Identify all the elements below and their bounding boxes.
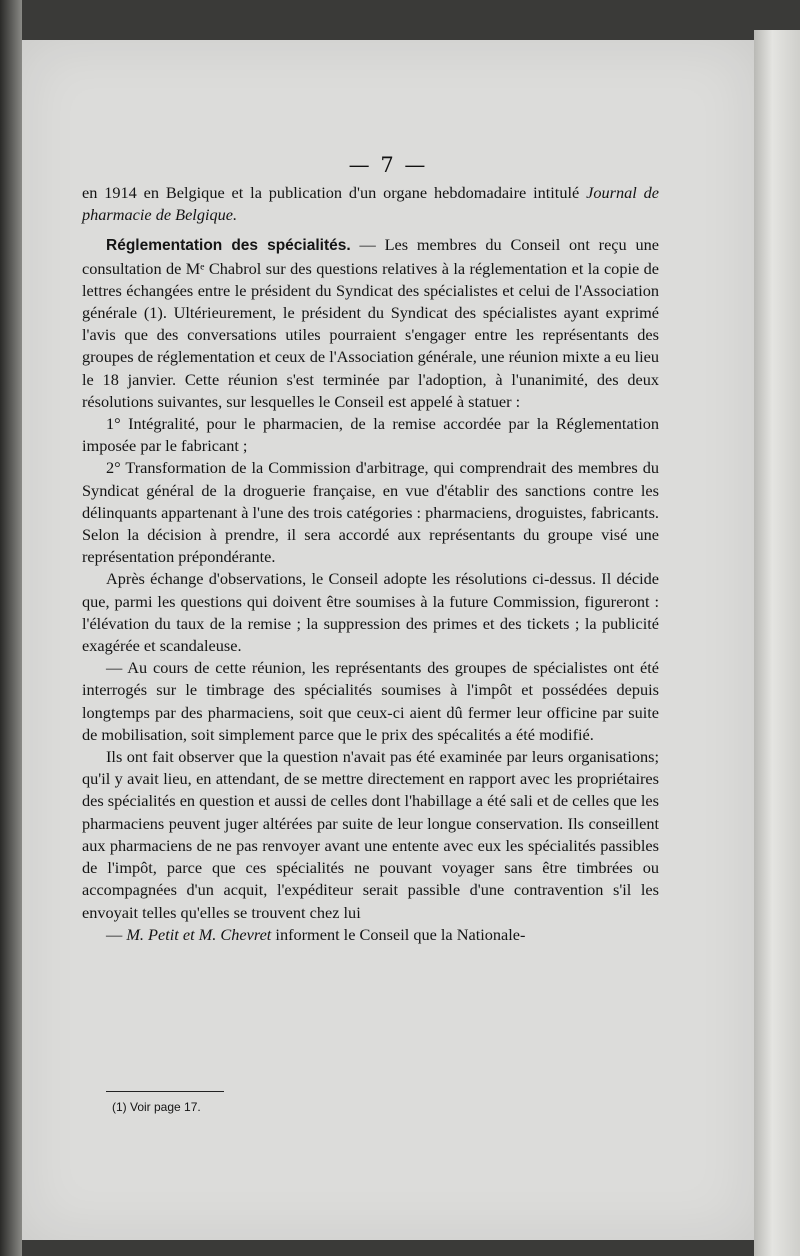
paragraph-adoption: Après échange d'observations, le Conseil adopte les résolutions ci-dessus. Il décide que, parmi les questions qui doivent être soumises à la future Commission, figureront : l'élévation du taux de la remise ; la suppression des primes et des tickets ; la publicité exagérée et scandaleuse. bbox=[82, 569, 659, 656]
paragraph-petit-chevret bbox=[82, 924, 659, 946]
footnote: (1) Voir page 17. bbox=[112, 1100, 201, 1114]
paragraph-continuation bbox=[82, 182, 659, 226]
paragraph-section bbox=[82, 234, 659, 413]
scan-left-edge bbox=[0, 0, 22, 1256]
resolution-2: 2° Transformation de la Commission d'arbitrage, qui comprendrait des membres du Syndicat général de la droguerie française, en vue d'établir des sanctions contre les délinquants appartenant à l'une des trois catégories : pharmaciens, droguistes, fabricants. Selon la décision à prendre, il sera accordé aux représentants du groupe visé une représentation prépondérante. bbox=[82, 458, 659, 567]
paragraph-text: — Les membres du Conseil ont reçu une consultation de Mᵉ Chabrol sur des questions relatives à la réglementation et la copie de lettres échangées entre le président du Syndicat des spécialistes et celui de l'Association générale (1). Ultérieurement, le président du Syndicat des spécialistes ayant exprimé l'avis que des conversations utiles pourraient s'engager entre les représentants des groupes de réglementation et ceux de l'Association générale, une réunion mixte a eu lieu le 18 janvier. Cette réunion s'est terminée par l'adoption, à l'unanimité, des deux résolutions suivantes, sur lesquelles le Conseil est appelé à statuer : bbox=[82, 235, 659, 411]
paragraph-timbrage: — Au cours de cette réunion, les représentants des groupes de spécialistes ont été interrogés sur le timbrage des spécialités soumises à l'impôt et possédées depuis longtemps par des pharmaciens, soit que ceux-ci aient dû fermer leur officine par suite de mobilisation, soit simplement parce que le prix des spécalités a été modifié. bbox=[82, 658, 659, 744]
document-page bbox=[22, 40, 754, 1240]
names: M. Petit et M. Chevret bbox=[126, 924, 272, 944]
footnote-rule bbox=[106, 1091, 224, 1092]
journal-title: Journal de pharmacie de Belgique. bbox=[82, 183, 659, 225]
scan-right-edge bbox=[754, 30, 800, 1256]
resolution-1: 1° Intégralité, pour le pharmacien, de la remise accordée par la Réglementation imposée par le fabricant ; bbox=[82, 414, 659, 456]
body-text bbox=[82, 182, 659, 946]
paragraph-text: — bbox=[106, 924, 127, 944]
paragraph-text: en 1914 en Belgique et la publication d'un organe hebdomadaire intitulé bbox=[82, 183, 587, 202]
paragraph-observations: Ils ont fait observer que la question n'avait pas été examinée par leurs organisations; qu'il y avait lieu, en attendant, de se mettre directement en rapport avec les propriétaires des spécialités en question et aussi de celles dont l'habillage a été sali et de celles que les pharmaciens peuvent juger altérées par suite de leur longue conservation. Ils conseillent aux pharmaciens de ne pas renvoyer avant une entente avec eux les spécialités passibles de l'impôt, parce que ces spécialités ne pouvant voyager sans être timbrées ou accompagnées d'un acquit, l'expéditeur serait passible d'une contravention s'il les envoyait telles qu'elles se trouvent chez lui bbox=[82, 747, 659, 922]
section-title: Réglementation des spécialités. bbox=[106, 237, 351, 255]
page-number: — 7 — bbox=[348, 153, 428, 177]
paragraph-text: informent le Conseil que la Nationale- bbox=[271, 924, 526, 944]
